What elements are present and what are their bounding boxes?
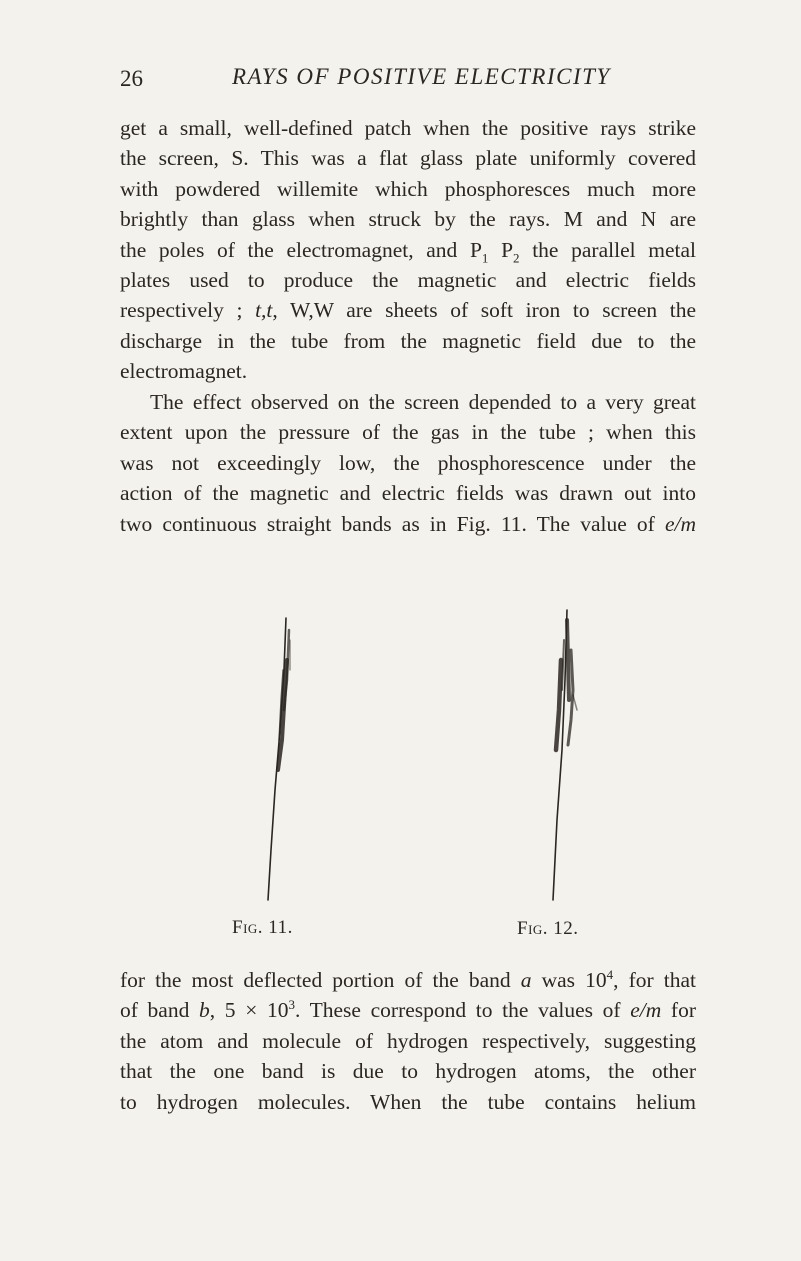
figure-12-caption: Fig. 12. <box>517 918 579 939</box>
paragraph-3 <box>120 965 696 1117</box>
figure-11-image <box>240 610 320 910</box>
text-line: get a small, well-defined patch when the positive rays strike <box>120 116 696 140</box>
text-line: of band b, $5 \times 10^3$. These correspond to the values of e/m for <box>120 997 697 1023</box>
page-number: 26 <box>120 66 143 91</box>
text-line: that the one band is due to hydrogen atoms, the other <box>120 1059 696 1084</box>
text-line: the atom and molecule of hydrogen respectively, suggesting <box>120 1028 696 1053</box>
text-line: two continuous straight bands as in Fig. 11. The value of e/m <box>120 511 696 536</box>
text-line: extent upon the pressure of the gas in the tube ; when this <box>120 420 696 445</box>
text-line: The effect observed on the screen depended to a very great <box>150 390 696 414</box>
text-line: was not exceedingly low, the phosphorescence under the <box>120 450 696 475</box>
text-line: action of the magnetic and electric fields was drawn out into <box>120 481 696 506</box>
text-line: the poles of the electromagnet, and $P_1$ $P_2$ the parallel metal <box>120 237 697 265</box>
running-title: RAYS OF POSITIVE ELECTRICITY <box>232 64 611 89</box>
text-line: respectively ; t,t, W,W are sheets of soft iron to screen the <box>120 298 697 323</box>
figure-11-caption: Fig. 11. <box>232 917 293 938</box>
figure-12-image <box>515 600 615 905</box>
page-header <box>0 62 801 96</box>
text-line: plates used to produce the magnetic and electric fields <box>120 268 696 293</box>
text-line: brightly than glass when struck by the rays. M and N are <box>120 207 696 232</box>
text-line: the screen, S. This was a flat glass plate uniformly covered <box>120 146 696 171</box>
band-line-a <box>268 618 286 900</box>
text-line: for the most deflected portion of the band a was $10^4$, for that <box>120 966 696 992</box>
text-line: to hydrogen molecules. When the tube contains helium <box>120 1089 696 1114</box>
band-line-b <box>553 610 567 900</box>
paragraph-2 <box>120 387 696 539</box>
text-line: discharge in the tube from the magnetic field due to the <box>120 328 696 353</box>
text-line: electromagnet. <box>120 359 248 384</box>
text-line: with powdered willemite which phosphoresces much more <box>120 176 696 201</box>
paragraph-1 <box>120 113 696 387</box>
